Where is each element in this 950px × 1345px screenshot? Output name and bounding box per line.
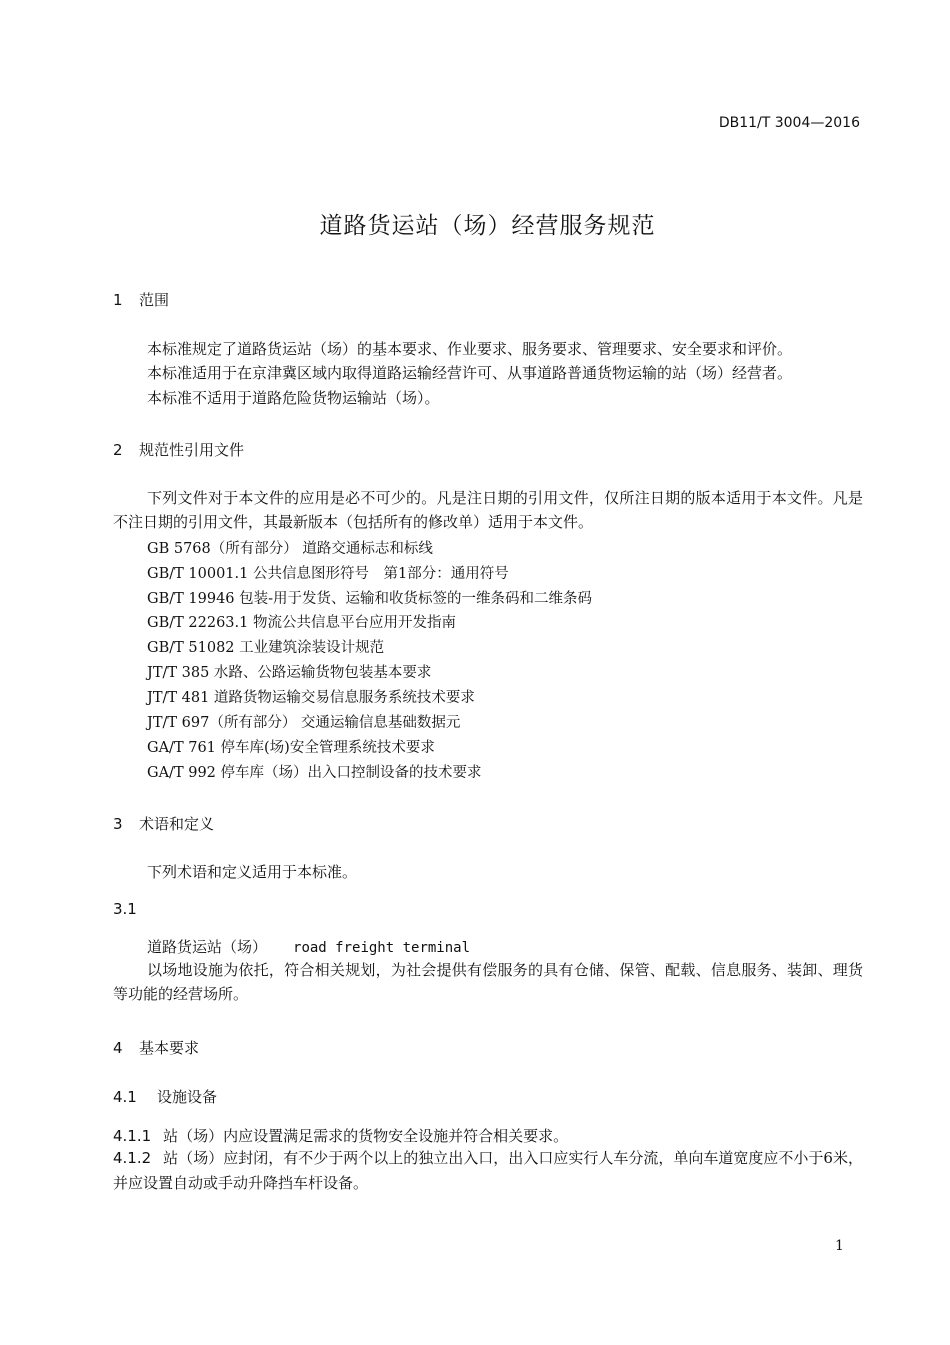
scope-paragraph: 本标准规定了道路货运站（场）的基本要求、作业要求、服务要求、管理要求、安全要求和评价。: [147, 340, 793, 358]
page-number: 1: [835, 1238, 844, 1254]
reference-item: GB/T 19946 包装-用于发货、运输和收货标签的一维条码和二维条码: [147, 591, 593, 607]
section-title: 范围: [139, 291, 170, 309]
reference-item: GA/T 992 停车库（场）出入口控制设备的技术要求: [147, 765, 482, 781]
reference-item: JT/T 481 道路货物运输交易信息服务系统技术要求: [147, 690, 475, 706]
clause-4-1-1: [113, 1125, 568, 1146]
section-number: 4: [113, 1039, 123, 1057]
reference-item: GB/T 10001.1 公共信息图形符号 第1部分：通用符号: [147, 566, 509, 582]
subsection-4-1-heading: [113, 1086, 217, 1107]
section-1-heading: [113, 289, 169, 310]
section-number: 2: [113, 441, 123, 459]
term-definition: 以场地设施为依托，符合相关规划，为社会提供有偿服务的具有仓储、保管、配载、信息服务、装卸、理货等功能的经营场所。: [113, 961, 863, 1003]
document-title: 道路货运站（场）经营服务规范: [319, 213, 656, 239]
scope-paragraph: 本标准适用于在京津冀区域内取得道路运输经营许可、从事道路普通货物运输的站（场）经营者。: [147, 364, 793, 382]
reference-item: JT/T 385 水路、公路运输货物包装基本要求: [147, 665, 432, 681]
section-title: 术语和定义: [139, 815, 215, 833]
reference-item: GB/T 22263.1 物流公共信息平台应用开发指南: [147, 615, 456, 631]
reference-item: GB/T 51082 工业建筑涂装设计规范: [147, 640, 385, 656]
term-chinese: 道路货运站（场）: [147, 938, 268, 956]
clause-number: 4.1.2: [113, 1149, 152, 1167]
reference-item: JT/T 697（所有部分） 交通运输信息基础数据元: [147, 715, 461, 731]
section-title: 规范性引用文件: [139, 441, 245, 459]
terms-intro: 下列术语和定义适用于本标准。: [147, 863, 358, 881]
reference-item: GB 5768（所有部分） 道路交通标志和标线: [147, 541, 433, 557]
scope-paragraph: 本标准不适用于道路危险货物运输站（场）。: [147, 389, 440, 407]
clause-number: 4.1.1: [113, 1127, 152, 1145]
reference-item: GA/T 761 停车库(场)安全管理系统技术要求: [147, 740, 435, 756]
normative-references-intro: 下列文件对于本文件的应用是必不可少的。凡是注日期的引用文件，仅所注日期的版本适用于本文件。凡是不注日期的引用文件，其最新版本（包括所有的修改单）适用于本文件。: [113, 489, 863, 531]
section-title: 基本要求: [139, 1039, 200, 1057]
document-code: DB11/T 3004—2016: [718, 115, 860, 131]
section-4-heading: [113, 1037, 199, 1058]
section-3-heading: [113, 813, 214, 834]
clause-text: 站（场）内应设置满足需求的货物安全设施并符合相关要求。: [163, 1127, 569, 1145]
subsection-title: 设施设备: [157, 1088, 218, 1106]
section-number: 1: [113, 291, 123, 309]
subsection-number: 4.1: [113, 1088, 137, 1106]
clause-4-1-2: [113, 1146, 863, 1196]
clause-text: 站（场）应封闭，有不少于两个以上的独立出入口，出入口应实行人车分流，单向车道宽度应不小于6米，并应设置自动或手动升降挡车杆设备。: [113, 1149, 863, 1192]
section-number: 3: [113, 815, 123, 833]
section-2-heading: [113, 439, 244, 460]
term-number: 3.1: [113, 900, 137, 918]
term-english: road freight terminal: [293, 940, 471, 956]
term-heading: [147, 936, 470, 957]
